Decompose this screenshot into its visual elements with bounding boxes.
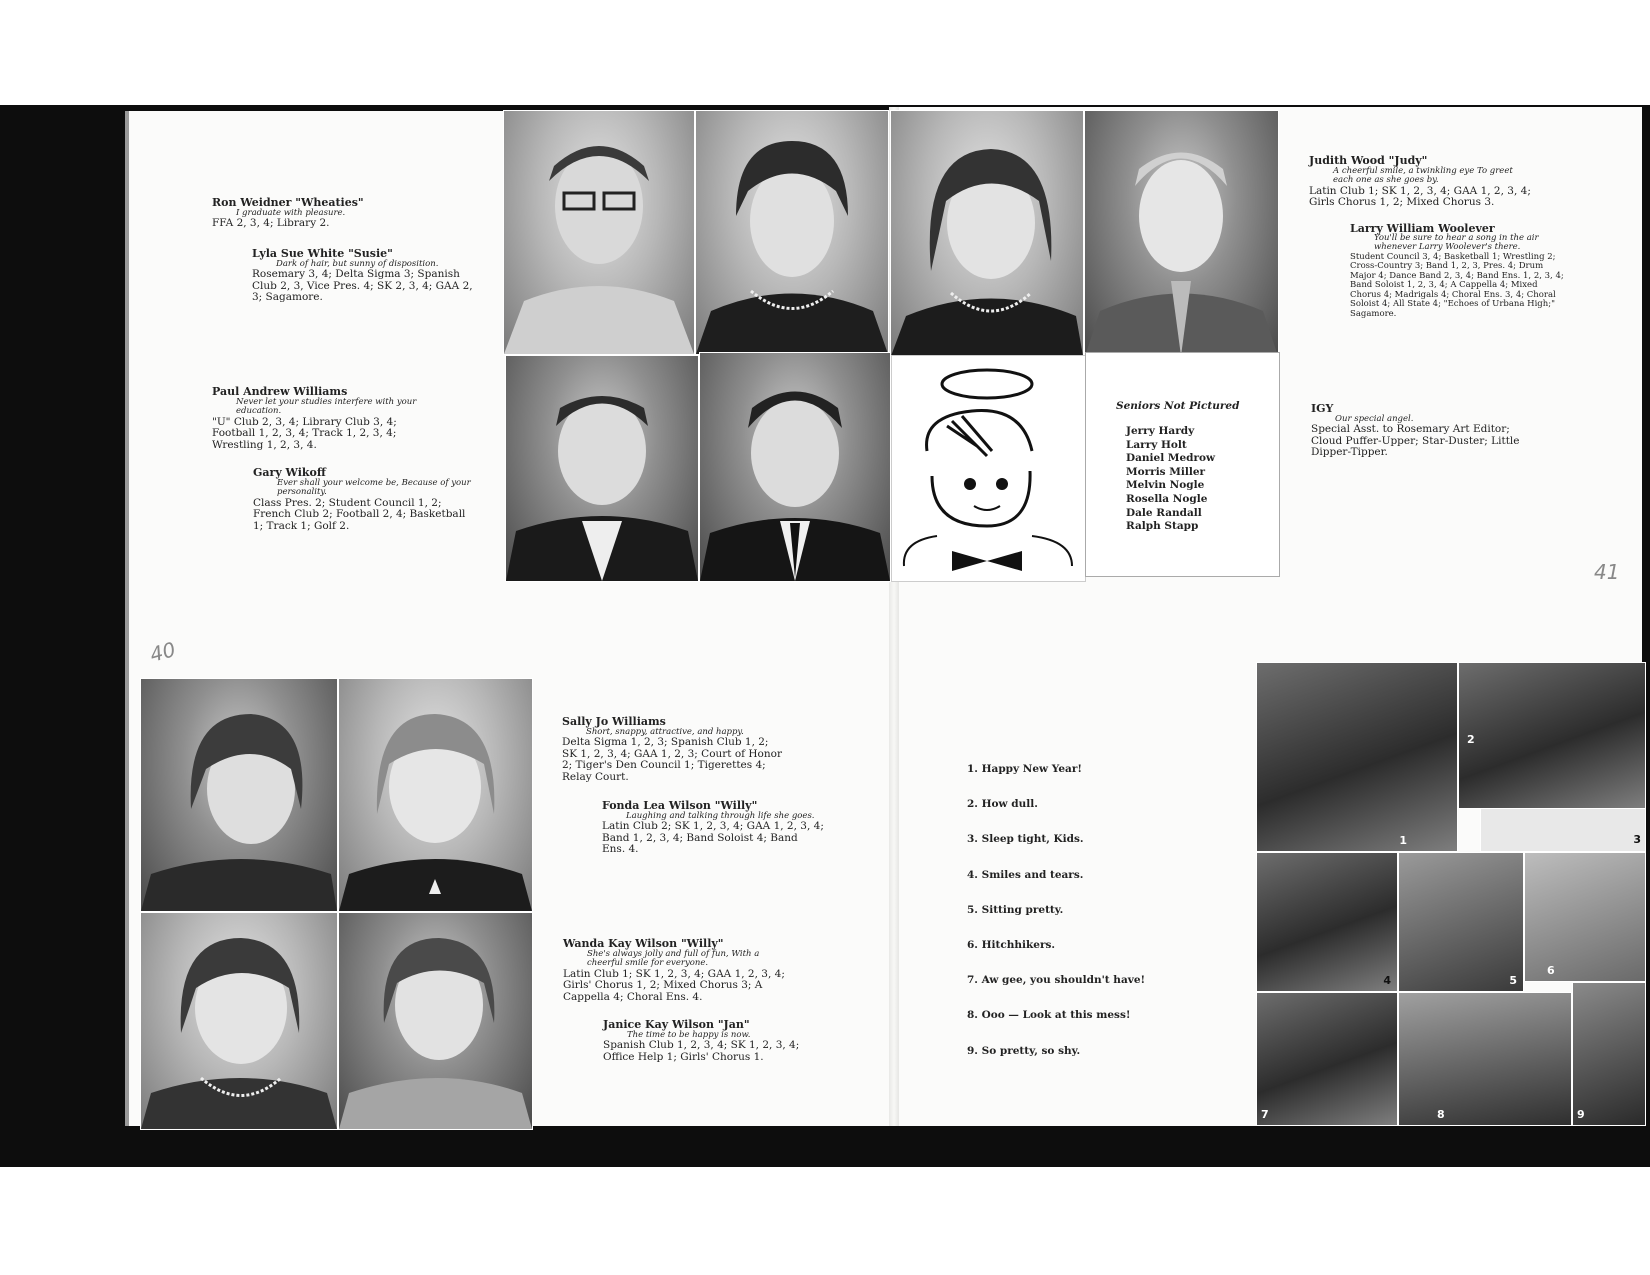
senior-name: Wanda Kay Wilson "Willy": [563, 937, 724, 950]
photo-number: 2: [1467, 733, 1475, 746]
senior-quote: I graduate with pleasure.: [236, 207, 346, 218]
senior-name: Lyla Sue White "Susie": [252, 247, 393, 260]
portrait-ron-weidner: [503, 110, 695, 355]
not-pictured-name: Daniel Medrow: [1126, 452, 1216, 465]
entry-sally-jo-williams: [562, 716, 782, 783]
not-pictured-name: Melvin Nogle: [1126, 479, 1205, 492]
caption: 7. Aw gee, you shouldn't have!: [967, 974, 1146, 987]
entry-fonda-lea-wilson: [602, 800, 824, 856]
igy-angel-drawing: [891, 355, 1086, 582]
caption: 4. Smiles and tears.: [967, 868, 1084, 881]
portrait-lyla-sue-white: [695, 110, 889, 355]
senior-name: Judith Wood "Judy": [1309, 154, 1428, 167]
caption: 6. Hitchhikers.: [967, 939, 1056, 952]
portrait-silhouette: [696, 111, 888, 354]
portrait-fonda-lea-wilson: [338, 678, 533, 912]
senior-activities: Special Asst. to Rosemary Art Editor; Cloud Puffer-Upper; Star-Duster; Little Dipper-Tipper.: [1311, 423, 1520, 458]
entry-janice-kay-wilson: [603, 1019, 825, 1063]
portrait-gary-wikoff: [699, 352, 891, 582]
senior-activities: FFA 2, 3, 4; Library 2.: [212, 217, 330, 229]
photo-number: 7: [1261, 1108, 1269, 1121]
senior-activities: Delta Sigma 1, 2, 3; Spanish Club 1, 2; SK 1, 2, 3, 4; GAA 1, 2, 3; Court of Honor 2; Tiger's Den Council 1; Tigerettes 4; Relay Court.: [562, 736, 782, 783]
not-pictured-name: Rosella Nogle: [1126, 492, 1208, 505]
senior-name: Larry William Woolever: [1350, 222, 1495, 235]
candid-photo-2: [1458, 662, 1646, 809]
photo-number: 4: [1383, 974, 1391, 987]
seniors-not-pictured-box: [1085, 352, 1280, 577]
portrait-silhouette: [891, 111, 1083, 356]
entry-ron-weidner: [212, 197, 472, 230]
portrait-silhouette: [339, 913, 532, 1129]
candid-photo-1: [1256, 662, 1458, 852]
not-pictured-name: Larry Holt: [1126, 438, 1187, 451]
senior-name: Janice Kay Wilson "Jan": [603, 1018, 750, 1031]
candid-photo-5: [1398, 852, 1524, 992]
not-pictured-title: Seniors Not Pictured: [1116, 400, 1240, 412]
senior-activities: Spanish Club 1, 2, 3, 4; SK 1, 2, 3, 4; Office Help 1; Girls' Chorus 1.: [603, 1039, 800, 1063]
portrait-silhouette: [504, 111, 694, 354]
portrait-silhouette: [141, 913, 337, 1129]
not-pictured-name: Morris Miller: [1126, 465, 1206, 478]
portrait-silhouette: [506, 356, 698, 581]
entry-paul-williams: [212, 386, 434, 451]
caption: 2. How dull.: [967, 798, 1038, 811]
photo-number: 5: [1509, 974, 1517, 987]
portrait-paul-williams: [505, 355, 699, 582]
angel-sketch: [892, 356, 1085, 581]
senior-quote: Never let your studies interfere with your education.: [236, 396, 417, 416]
senior-name: Sally Jo Williams: [562, 715, 666, 728]
candid-photo-9: [1572, 982, 1646, 1126]
entry-gary-wikoff: [253, 467, 475, 532]
senior-activities: Latin Club 2; SK 1, 2, 3, 4; GAA 1, 2, 3, 4; Band 1, 2, 3, 4; Band Soloist 4; Band Ens. 4.: [602, 820, 824, 855]
photo-number: 8: [1437, 1108, 1445, 1121]
senior-activities: "U" Club 2, 3, 4; Library Club 3, 4; Football 1, 2, 3, 4; Track 1, 2, 3, 4; Wrestling 1, 2, 3, 4.: [212, 415, 397, 451]
senior-quote: Laughing and talking through life she goes.: [626, 810, 815, 821]
portrait-silhouette: [339, 679, 532, 911]
senior-activities: Student Council 3, 4; Basketball 1; Wrestling 2; Cross-Country 3; Band 1, 2, 3, Pres. 4; Drum Major 4; Dance Band 2, 3, 4; Band Ens. 1, 2, 3, 4; Band Soloist 1, 2, 3, 4; A Cappella 4; Mixed Chorus 4; Madrigals 4; Choral Ens. 3, 4; Choral Soloist 4; All State 4; "Echoes of Urbana High;" Sagamore.: [1350, 251, 1564, 319]
entry-igy: [1311, 403, 1537, 459]
caption: 1. Happy New Year!: [967, 763, 1082, 775]
senior-activities: Class Pres. 2; Student Council 1, 2; French Club 2; Football 2, 4; Basketball 1; Track 1; Golf 2.: [253, 496, 466, 532]
portrait-larry-woolever: [1084, 110, 1279, 357]
portrait-silhouette: [1085, 111, 1278, 356]
senior-quote: You'll be sure to hear a song in the air whenever Larry Woolever's there.: [1374, 232, 1539, 252]
senior-name: Ron Weidner "Wheaties": [212, 196, 364, 209]
caption: 5. Sitting pretty.: [967, 903, 1064, 916]
candid-photo-4: [1256, 852, 1398, 992]
portrait-silhouette: [141, 679, 337, 911]
caption: 8. Ooo — Look at this mess!: [967, 1009, 1131, 1022]
caption: 3. Sleep tight, Kids.: [967, 833, 1084, 846]
senior-name: Paul Andrew Williams: [212, 385, 348, 398]
candid-photo-6: [1524, 852, 1646, 982]
senior-activities: Latin Club 1; SK 1, 2, 3, 4; GAA 1, 2, 3, 4; Girls Chorus 1, 2; Mixed Chorus 3.: [1309, 184, 1531, 208]
senior-quote: A cheerful smile, a twinkling eye To greet each one as she goes by.: [1333, 165, 1513, 185]
entry-judith-wood: [1309, 155, 1531, 209]
senior-name: IGY: [1311, 402, 1334, 415]
senior-activities: Rosemary 3, 4; Delta Sigma 3; Spanish Club 2, 3, Vice Pres. 4; SK 2, 3, 4; GAA 2, 3; Sagamore.: [252, 268, 473, 303]
entry-lyla-sue-white: [252, 248, 474, 304]
entry-larry-woolever: [1350, 224, 1568, 319]
senior-quote: She's always jolly and full of fun, With a cheerful smile for everyone.: [587, 948, 760, 968]
not-pictured-list: [1126, 425, 1215, 534]
senior-quote: Short, snappy, attractive, and happy.: [586, 726, 744, 737]
page-number-right: 41: [1594, 560, 1620, 584]
not-pictured-name: Dale Randall: [1126, 506, 1202, 519]
candid-photo-7: [1256, 992, 1398, 1126]
portrait-judith-wood: [890, 110, 1084, 357]
portrait-janice-kay-wilson: [338, 912, 533, 1130]
senior-name: Fonda Lea Wilson "Willy": [602, 799, 758, 812]
caption: 9. So pretty, so shy.: [967, 1044, 1081, 1057]
senior-quote: Dark of hair, but sunny of disposition.: [276, 258, 439, 269]
photo-number: 9: [1577, 1108, 1585, 1121]
photo-number: 3: [1633, 833, 1641, 846]
photo-number: 6: [1547, 964, 1555, 977]
senior-quote: Our special angel.: [1335, 413, 1414, 424]
senior-quote: The time to be happy is now.: [627, 1029, 751, 1040]
senior-quote: Ever shall your welcome be, Because of your personality.: [277, 477, 471, 497]
candid-photo-3: [1480, 808, 1646, 852]
senior-activities: Latin Club 1; SK 1, 2, 3, 4; GAA 1, 2, 3, 4; Girls' Chorus 1, 2; Mixed Chorus 3; A Cappella 4; Choral Ens. 4.: [563, 967, 785, 1003]
portrait-sally-jo-williams: [140, 678, 338, 912]
portrait-silhouette: [700, 353, 890, 581]
candid-captions: [967, 752, 1145, 1069]
not-pictured-name: Ralph Stapp: [1126, 520, 1199, 533]
entry-wanda-kay-wilson: [563, 938, 785, 1003]
photo-number: 1: [1399, 834, 1407, 847]
not-pictured-name: Jerry Hardy: [1126, 425, 1195, 437]
page-number-left: 40: [147, 637, 179, 667]
senior-name: Gary Wikoff: [253, 466, 326, 479]
candid-photo-8: [1398, 992, 1572, 1126]
portrait-wanda-kay-wilson: [140, 912, 338, 1130]
